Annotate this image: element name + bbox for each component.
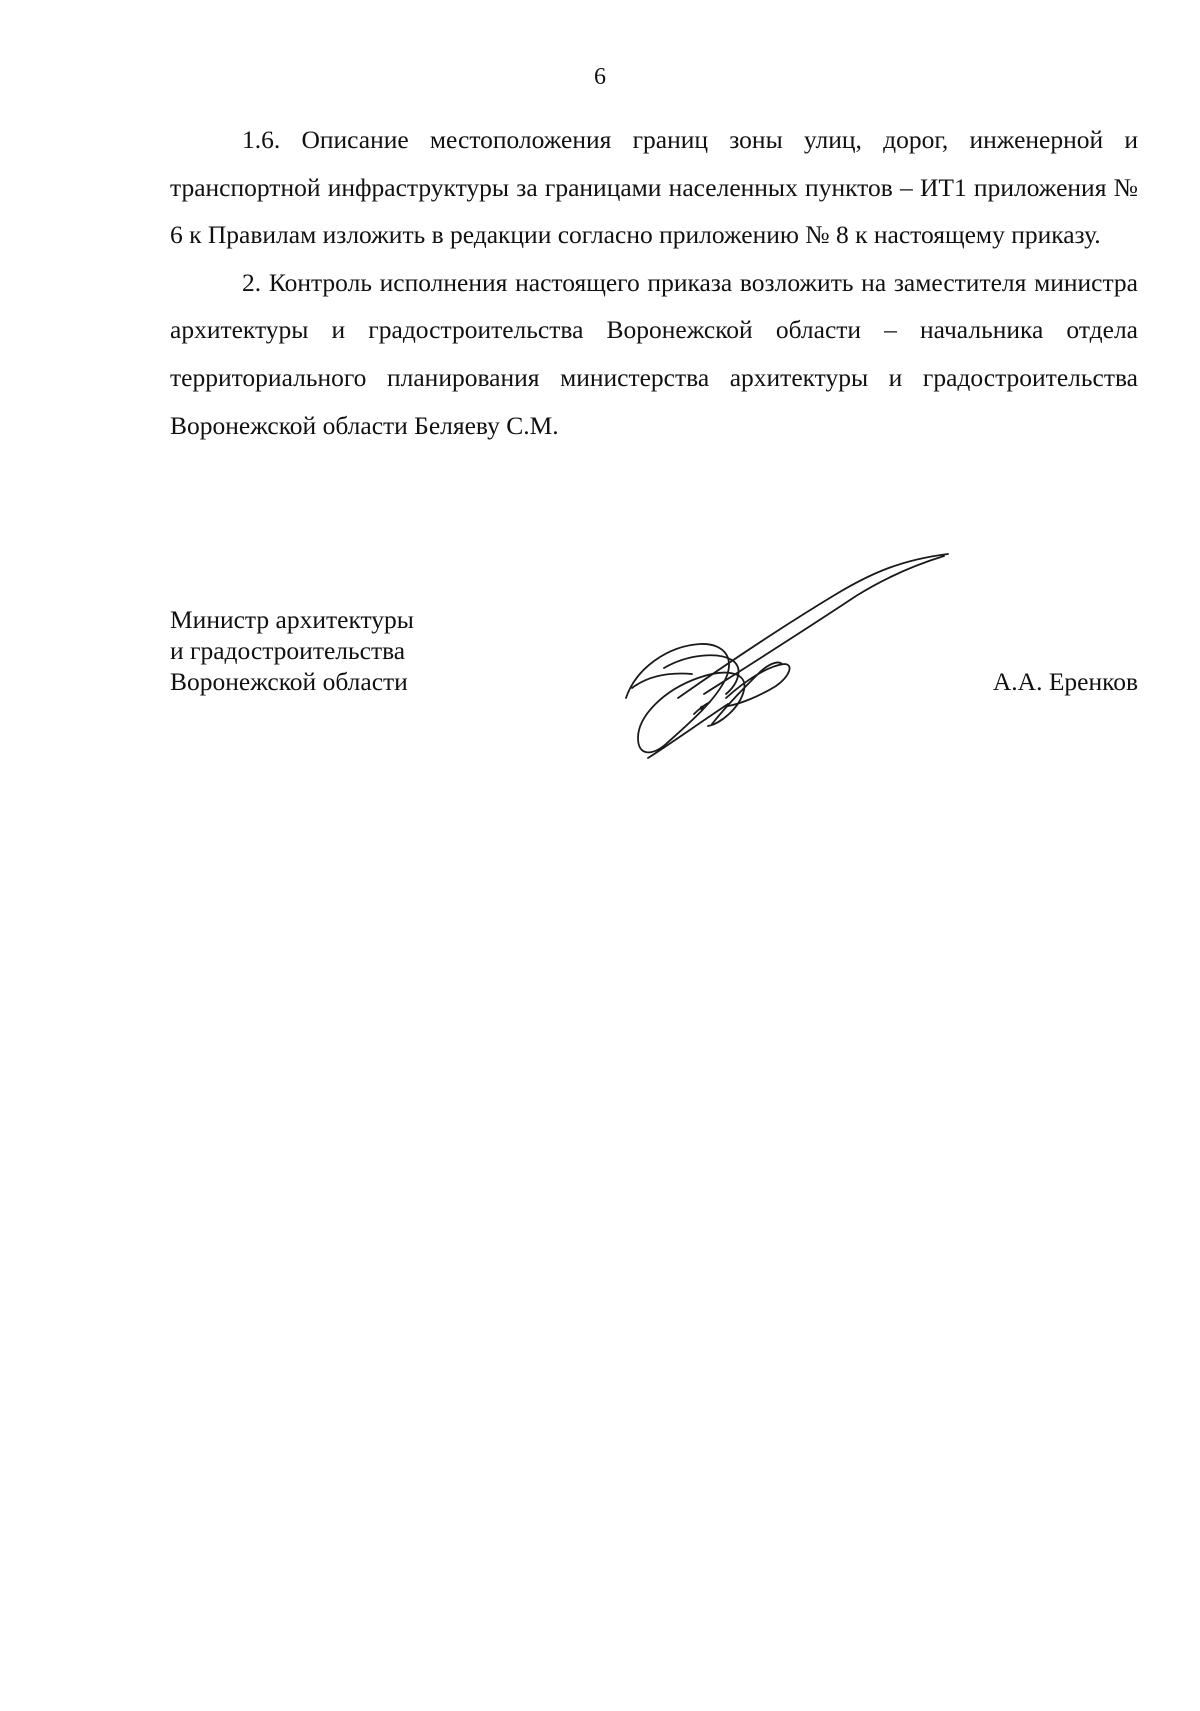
signer-position: [170, 604, 414, 697]
handwritten-signature-icon: [608, 548, 968, 768]
signer-position-line: Воронежской области: [170, 667, 408, 696]
paragraph-1-6: 1.6. Описание местоположения границ зоны улиц, дорог, инженерной и транспортной инфраструктуры за границами населенных пунктов – ИТ1 приложения № 6 к Правилам изложить в редакции согласно приложению № 8 к настоящему приказу.: [170, 125, 1138, 250]
signer-position-line: и градостроительства: [170, 636, 406, 665]
paragraph-2: 2. Контроль исполнения настоящего приказа возложить на заместителя министра архитектуры и градостроительства Воронежской области – начальника отдела территориального планирования министерства архитектуры и градостроительства Воронежской области Беляеву С.М.: [170, 267, 1138, 440]
document-body: [170, 116, 1138, 449]
page-number: 6: [594, 64, 606, 90]
signer-position-line: Министр архитектуры: [170, 605, 414, 634]
signer-name: А.А. Еренков: [992, 667, 1138, 696]
